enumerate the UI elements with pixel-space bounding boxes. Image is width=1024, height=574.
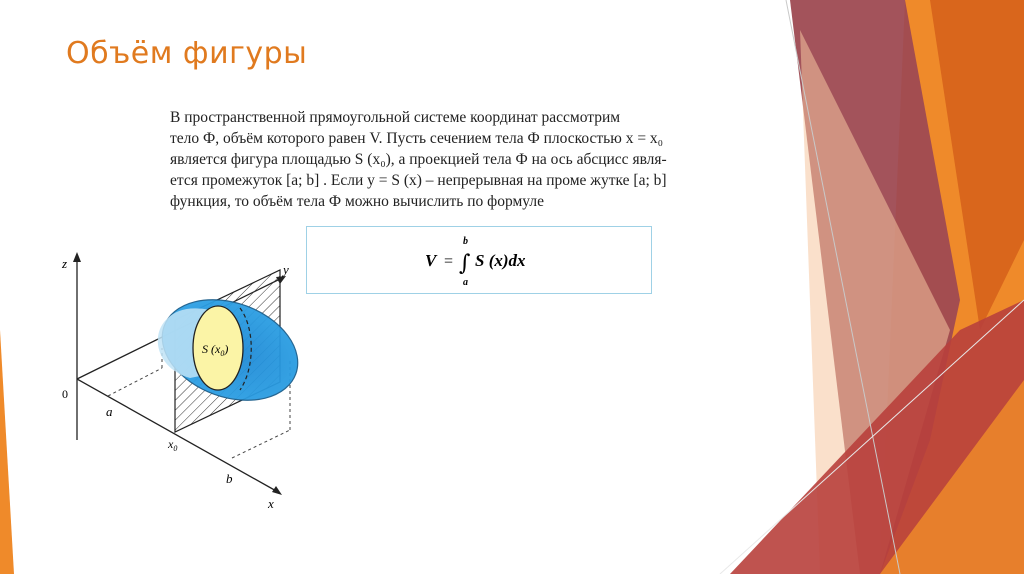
paragraph-line: ется промежуток [a; b] . Если y = S (x) – непрерывная на проме жутке [a; b]: [170, 172, 667, 189]
label-b: b: [226, 471, 233, 486]
theorem-paragraph: [170, 107, 830, 212]
ellipsoid-figure: [50, 248, 310, 518]
paragraph-line: В пространственной прямоугольной системе координат рассмотрим: [170, 109, 621, 126]
y-axis-label: y: [283, 262, 289, 277]
origin-label: 0: [62, 387, 68, 401]
formula-box: [306, 226, 652, 294]
formula-upper-limit: b: [463, 236, 468, 247]
formula-equals: =: [444, 253, 454, 270]
slide-title: Объём фигуры: [66, 36, 308, 71]
formula-lower-limit: a: [463, 277, 468, 288]
paragraph-line: тело Ф, объём которого равен V. Пусть сечением тела Ф плоскостью x = x₀: [170, 130, 664, 147]
paragraph-line: функция, то объём тела Ф можно вычислить по формуле: [170, 193, 544, 210]
z-axis-arrow: [73, 252, 81, 262]
paragraph-line: является фигура площадью S (x₀), а проекцией тела Ф на ось абсцисс явля-: [170, 151, 667, 168]
formula-integrand: S (x)dx: [475, 251, 526, 270]
label-x0: $x_0$: [168, 437, 178, 453]
volume-formula: [307, 227, 651, 293]
x-axis-label: x: [268, 496, 274, 511]
left-orange-strip: [0, 330, 14, 574]
label-a: a: [106, 404, 113, 419]
x-axis-arrow: [272, 486, 282, 495]
formula-lhs: V: [425, 251, 437, 270]
cross-section-label: S $(x_0)$: [202, 342, 229, 358]
z-axis-label: z: [62, 256, 68, 271]
formula-integral: ∫: [459, 251, 471, 276]
